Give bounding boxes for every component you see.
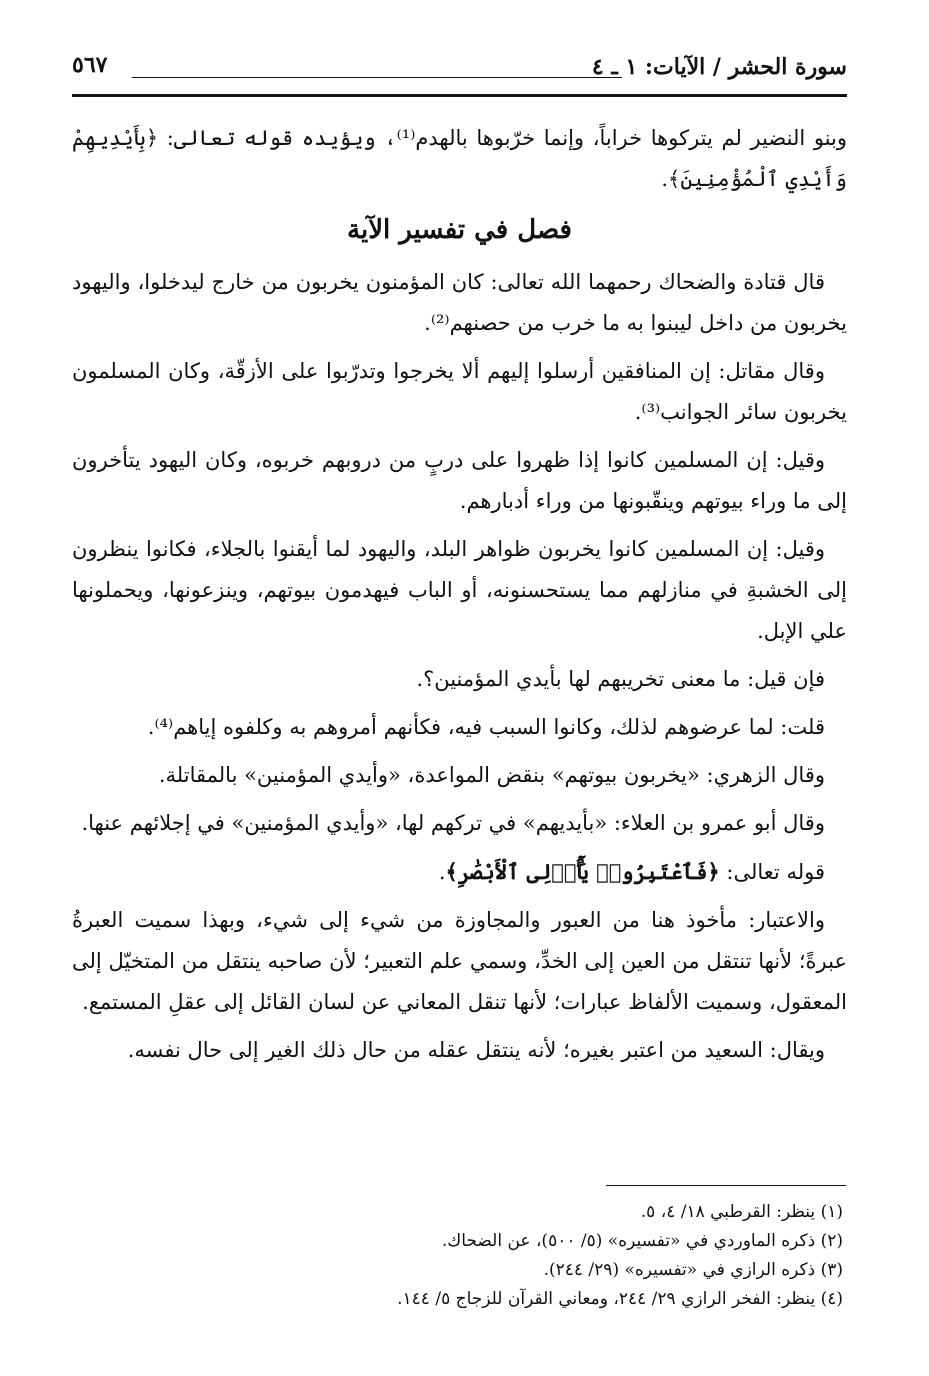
footnote: (٣) ذكره الرازي في «تفسيره» (٢٩/ ٢٤٤). [543,1260,843,1280]
verse-end: . [438,860,446,884]
footnote: (٢) ذكره الماوردي في «تفسيره» (٥/ ٥٠٠)، عن الضحاك. [441,1231,843,1251]
paragraph: وبنو النضير لم يتركوها خراباً، وإنما خرّبوها بالهدم⁽¹⁾، ويؤيده قوله تعالى: ﴿بِأَيْدِيهِمْ وَأَيْدِي ٱلْمُؤْمِنِينَ﴾. [72,126,847,191]
paragraph: وقيل: إن المسلمين كانوا إذا ظهروا على دربٍ من دروبهم خربوه، وكان اليهود يتأخرون إلى ما وراء بيوتهم وينقّبونها من وراء أدبارهم. [72,448,847,513]
footnote: (٤) ينظر: الفخر الرازي ٢٩/ ٢٤٤، ومعاني القرآن للزجاج ٥/ ١٤٤. [397,1289,843,1309]
paragraph-quran-verse [72,851,847,893]
footnotes [72,1198,847,1314]
paragraph: فإن قيل: ما معنى تخريبهم لها بأيدي المؤمنين؟. [416,667,825,691]
main-text [72,118,847,1078]
running-header-title: سورة الحشر / الآيات: ١ ـ ٤ [591,54,847,80]
quran-verse: ﴿فَٱعْتَبِرُوا۟ يَٰٓأُو۟لِى ٱلْأَبْصَٰرِ﴾ [445,859,720,884]
paragraph: وقال الزهري: «يخربون بيوتهم» بنقض المواعدة، «وأيدي المؤمنين» بالمقاتلة. [158,763,825,787]
footnote: (١) ينظر: القرطبي ١٨/ ٤، ٥. [640,1202,843,1222]
section-heading: فصل في تفسير الآية [347,215,572,245]
verse-lead: قوله تعالى: [719,860,825,884]
paragraph: وقال مقاتل: إن المنافقين أرسلوا إليهم ألا يخرجوا وتدرّبوا على الأزقّة، وكان المسلمون يخربون سائر الجوانب⁽³⁾. [72,359,847,424]
paragraph: ويقال: السعيد من اعتبر بغيره؛ لأنه ينتقل عقله من حال ذلك الغير إلى حال نفسه. [127,1038,825,1062]
paragraph: قال قتادة والضحاك رحمهما الله تعالى: كان المؤمنون يخربون من خارج ليدخلوا، واليهود يخربون من داخل ليبنوا به ما خرب من حصنهم⁽²⁾. [72,270,847,335]
running-header [72,46,847,97]
page-number: ٥٦٧ [72,52,108,78]
header-rule [132,77,622,78]
paragraph: وقال أبو عمرو بن العلاء: «بأيديهم» في تركهم لها، «وأيدي المؤمنين» في إجلائهم عنها. [81,811,825,835]
paragraph: وقيل: إن المسلمين كانوا يخربون ظواهر البلد، واليهود لما أيقنوا بالجلاء، فكانوا ينظرون إلى الخشبةِ في منازلهم مما يستحسنونه، أو الباب فيهدمون بيوتهم، وينزعونها، ويحملونها علي الإبل. [72,537,847,643]
footnote-divider [606,1185,846,1186]
paragraph: والاعتبار: مأخوذ هنا من العبور والمجاوزة من شيء إلى شيء، وبهذا سميت العبرةُ عبرةً؛ لأنها تنتقل من العين إلى الخدِّ، وسمي علم التعبير؛ لأن صاحبه ينتقل من المتخيّل إلى المعقول، وسميت الألفاظ عبارات؛ لأنها تنقل المعاني عن لسان القائل إلى عقلِ المستمع. [72,908,847,1014]
paragraph: قلت: لما عرضوهم لذلك، وكانوا السبب فيه، فكأنهم أمروهم به وكلفوه إياهم⁽⁴⁾. [147,715,825,739]
